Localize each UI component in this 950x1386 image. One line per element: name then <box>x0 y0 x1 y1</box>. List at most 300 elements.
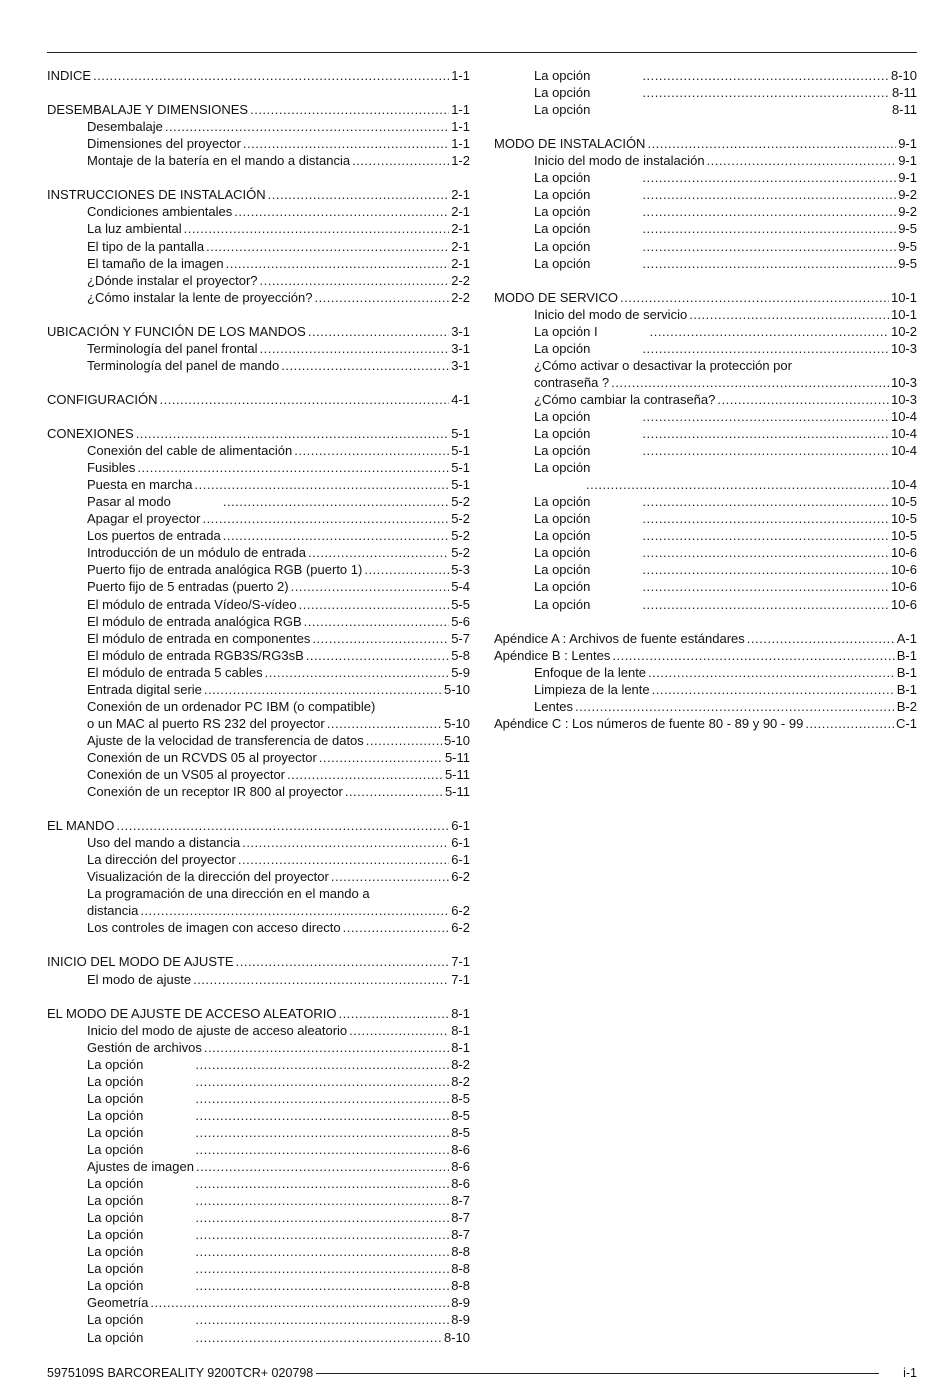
toc-entry[interactable] <box>494 101 917 118</box>
toc-entry[interactable] <box>47 732 470 749</box>
toc-entry-title: La opción <box>534 511 591 527</box>
toc-page-number: 6-1 <box>451 852 470 868</box>
toc-entry-title: Gestión de archivos <box>87 1039 202 1055</box>
toc-leader-dots <box>195 476 450 493</box>
toc-page-number: 5-2 <box>451 528 470 544</box>
toc-entry[interactable] <box>47 1260 470 1277</box>
toc-page-number: 5-10 <box>443 681 470 697</box>
toc-entry[interactable] <box>47 834 470 851</box>
toc-entry-title: ¿Cómo cambiar la contraseña? <box>534 391 716 407</box>
toc-entry[interactable] <box>47 578 470 595</box>
toc-entry[interactable] <box>47 664 470 681</box>
toc-section-entry[interactable] <box>47 67 470 84</box>
toc-leader-dots <box>308 323 449 340</box>
toc-entry[interactable] <box>47 1192 470 1209</box>
toc-entry-title: Conexión de un VS05 al proyector <box>87 766 286 782</box>
toc-entry[interactable] <box>494 476 917 493</box>
toc-leader-dots <box>243 135 449 152</box>
toc-entry[interactable] <box>494 544 917 561</box>
toc-entry[interactable] <box>47 118 470 135</box>
toc-page-number: 10-4 <box>890 408 917 424</box>
toc-leader-dots <box>642 340 889 357</box>
toc-page-number: 10-4 <box>890 477 917 493</box>
toc-entry[interactable] <box>494 459 917 476</box>
toc-entry[interactable] <box>47 442 470 459</box>
toc-entry-title: La opción <box>87 1176 144 1192</box>
footer-doc-id: 5975109S BARCOREALITY 9200TCR+ 020798 <box>47 1366 314 1380</box>
toc-entry[interactable] <box>47 459 470 476</box>
toc-left-column <box>47 67 470 1346</box>
toc-entry[interactable] <box>47 1328 470 1345</box>
toc-section-entry[interactable] <box>494 289 917 306</box>
toc-section-entry[interactable] <box>494 647 917 664</box>
toc-page-number: 2-1 <box>451 255 470 271</box>
toc-page-number: 8-5 <box>451 1090 470 1106</box>
toc-entry-title: El módulo de entrada Vídeo/S-vídeo <box>87 596 297 612</box>
toc-leader-dots <box>195 1056 449 1073</box>
toc-leader-dots <box>306 647 449 664</box>
toc-section-entry[interactable] <box>47 391 470 408</box>
toc-leader-dots <box>314 289 449 306</box>
toc-leader-dots <box>195 1277 449 1294</box>
toc-leader-dots <box>642 596 889 613</box>
toc-entry-title: La opción <box>534 255 591 271</box>
toc-entry-title: Puesta en marcha <box>87 477 193 493</box>
toc-page-number: B-1 <box>896 664 917 680</box>
toc-page-number: 2-1 <box>451 204 470 220</box>
toc-leader-dots <box>250 101 449 118</box>
toc-entry-title: Conexión de un receptor IR 800 al proyector <box>87 784 343 800</box>
toc-leader-dots <box>140 902 449 919</box>
toc-entry[interactable] <box>494 408 917 425</box>
toc-leader-dots <box>304 613 450 630</box>
toc-entry-title: CONFIGURACIÓN <box>47 391 158 407</box>
toc-entry-title: La programación de una dirección en el mando a <box>87 886 370 902</box>
toc-section-entry[interactable] <box>494 135 917 152</box>
toc-entry-title: Uso del mando a distancia <box>87 835 241 851</box>
toc-entry[interactable] <box>494 340 917 357</box>
toc-leader-dots <box>202 510 449 527</box>
top-rule <box>47 52 917 53</box>
toc-entry-title: El módulo de entrada en componentes <box>87 630 311 646</box>
toc-leader-dots <box>611 374 889 391</box>
toc-page-number: 5-11 <box>444 766 470 782</box>
toc-entry[interactable] <box>47 237 470 254</box>
toc-page-number: 9-5 <box>898 221 917 237</box>
toc-entry[interactable] <box>47 630 470 647</box>
toc-section-entry[interactable] <box>494 630 917 647</box>
toc-entry-title: MODO DE INSTALACIÓN <box>494 136 646 152</box>
toc-entry[interactable] <box>47 715 470 732</box>
toc-entry[interactable] <box>494 203 917 220</box>
toc-entry-title: La opción <box>534 204 591 220</box>
toc-entry[interactable] <box>494 152 917 169</box>
toc-leader-dots <box>195 1311 449 1328</box>
toc-page-number: 5-10 <box>443 715 470 731</box>
toc-leader-dots <box>586 476 889 493</box>
toc-entry[interactable] <box>494 681 917 698</box>
toc-page-number: 5-11 <box>444 749 470 765</box>
toc-page-number: 5-1 <box>451 443 470 459</box>
toc-entry[interactable] <box>47 135 470 152</box>
toc-entry-title: Puerto fijo de entrada analógica RGB (puerto 1) <box>87 562 363 578</box>
toc-entry[interactable] <box>47 1090 470 1107</box>
toc-page-number: 10-5 <box>890 528 917 544</box>
toc-leader-dots <box>193 971 449 988</box>
toc-entry[interactable] <box>494 255 917 272</box>
toc-leader-dots <box>707 152 897 169</box>
toc-leader-dots <box>184 220 450 237</box>
toc-entry-title: Visualización de la dirección del proyector <box>87 869 329 885</box>
toc-entry[interactable] <box>47 510 470 527</box>
toc-entry-title: Inicio del modo de servicio <box>534 306 688 322</box>
toc-leader-dots <box>195 1073 449 1090</box>
toc-leader-dots <box>343 919 450 936</box>
toc-entry-title: Apagar el proyector <box>87 511 201 527</box>
toc-entry-title: Conexión del cable de alimentación <box>87 443 293 459</box>
toc-leader-dots <box>642 510 889 527</box>
toc-entry[interactable] <box>494 664 917 681</box>
toc-entry[interactable] <box>47 561 470 578</box>
toc-entry[interactable] <box>47 902 470 919</box>
toc-leader-dots <box>620 289 889 306</box>
toc-entry[interactable] <box>47 613 470 630</box>
toc-page-number: 5-7 <box>451 630 470 646</box>
toc-entry-title: La opción <box>534 85 591 101</box>
toc-entry[interactable] <box>47 919 470 936</box>
toc-leader-dots <box>268 186 450 203</box>
toc-right-column <box>494 67 917 732</box>
toc-entry-title: La opción <box>534 562 591 578</box>
toc-page-number: 8-1 <box>451 1022 470 1038</box>
toc-entry-title: El módulo de entrada 5 cables <box>87 664 263 680</box>
toc-entry[interactable] <box>494 698 917 715</box>
toc-entry-title: La opción <box>534 528 591 544</box>
toc-leader-dots <box>642 442 889 459</box>
toc-entry-title: Introducción de un módulo de entrada <box>87 545 306 561</box>
toc-page-number: 5-1 <box>451 460 470 476</box>
toc-section-entry[interactable] <box>47 1005 470 1022</box>
toc-entry[interactable] <box>47 1073 470 1090</box>
toc-entry[interactable] <box>47 1294 470 1311</box>
toc-page-number: 8-8 <box>451 1278 470 1294</box>
toc-entry[interactable] <box>47 357 470 374</box>
toc-entry-title: Puerto fijo de 5 entradas (puerto 2) <box>87 579 289 595</box>
toc-page-number: 8-6 <box>451 1176 470 1192</box>
toc-page-number: 5-6 <box>451 613 470 629</box>
toc-page-number: 10-6 <box>890 545 917 561</box>
toc-entry-title: Dimensiones del proyector <box>87 136 241 152</box>
toc-entry-title: Pasar al modo <box>87 494 171 510</box>
toc-page-number: 10-3 <box>890 391 917 407</box>
toc-entry[interactable] <box>494 357 917 374</box>
toc-entry[interactable] <box>494 237 917 254</box>
toc-leader-dots <box>223 527 449 544</box>
toc-leader-dots <box>642 561 889 578</box>
toc-leader-dots <box>195 1141 449 1158</box>
toc-section-entry[interactable] <box>494 715 917 732</box>
toc-page-number: 8-8 <box>451 1261 470 1277</box>
toc-page-number: 6-1 <box>451 818 470 834</box>
toc-entry[interactable] <box>47 255 470 272</box>
toc-leader-dots <box>287 766 443 783</box>
toc-entry[interactable] <box>47 868 470 885</box>
toc-entry-title: Ajustes de imagen <box>87 1159 194 1175</box>
toc-entry[interactable] <box>47 1277 470 1294</box>
toc-entry-title: Limpieza de la lente <box>534 681 650 697</box>
toc-section-entry[interactable] <box>47 953 470 970</box>
toc-entry[interactable] <box>494 186 917 203</box>
toc-leader-dots <box>349 1022 449 1039</box>
toc-entry[interactable] <box>47 1243 470 1260</box>
toc-entry-title: La opción I <box>534 323 598 339</box>
toc-leader-dots <box>195 1209 449 1226</box>
toc-leader-dots <box>642 544 889 561</box>
toc-leader-dots <box>642 169 896 186</box>
toc-entry[interactable] <box>47 203 470 220</box>
toc-entry[interactable] <box>494 527 917 544</box>
toc-leader-dots <box>226 255 450 272</box>
toc-entry-title: La opción <box>87 1329 144 1345</box>
toc-entry-title: La opción <box>534 579 591 595</box>
toc-entry[interactable] <box>47 152 470 169</box>
toc-entry-title: INICIO DEL MODO DE AJUSTE <box>47 954 234 970</box>
toc-leader-dots <box>648 664 895 681</box>
toc-entry[interactable] <box>47 1141 470 1158</box>
toc-leader-dots <box>689 306 889 323</box>
toc-leader-dots <box>260 340 450 357</box>
toc-entry[interactable] <box>494 425 917 442</box>
toc-page-number: 8-6 <box>451 1142 470 1157</box>
toc-page-number: 10-6 <box>890 596 917 612</box>
toc-entry-title: ¿Dónde instalar el proyector? <box>87 272 258 288</box>
toc-page-number: 5-2 <box>451 511 470 527</box>
toc-entry-title: El tamaño de la imagen <box>87 255 224 271</box>
toc-entry[interactable] <box>47 681 470 698</box>
toc-entry[interactable] <box>47 647 470 664</box>
toc-page-number: B-2 <box>896 698 917 714</box>
toc-leader-dots <box>642 578 889 595</box>
toc-leader-dots <box>312 630 449 647</box>
toc-entry-title: Apéndice C : Los números de fuente 80 - 89 y 90 - 99 <box>494 715 804 731</box>
toc-entry[interactable] <box>47 476 470 493</box>
toc-entry-title: La opción <box>534 408 591 424</box>
toc-entry-title: MODO DE SERVICO <box>494 289 619 305</box>
toc-entry[interactable] <box>47 1158 470 1175</box>
toc-entry[interactable] <box>494 510 917 527</box>
toc-section-entry[interactable] <box>47 186 470 203</box>
toc-leader-dots <box>195 1192 449 1209</box>
toc-leader-dots <box>319 749 443 766</box>
toc-entry-title: Conexión de un ordenador PC IBM (o compatible) <box>87 698 376 714</box>
toc-page-number: 10-2 <box>890 323 917 339</box>
toc-entry[interactable] <box>47 1175 470 1192</box>
toc-entry-title: Geometría <box>87 1295 149 1311</box>
toc-entry[interactable] <box>47 1124 470 1141</box>
toc-entry[interactable] <box>47 749 470 766</box>
toc-page-number: 8-11 <box>891 102 917 118</box>
toc-entry[interactable] <box>494 169 917 186</box>
toc-entry[interactable] <box>494 595 917 612</box>
toc-entry-title: La opción <box>87 1142 144 1157</box>
toc-entry[interactable] <box>47 272 470 289</box>
toc-leader-dots <box>642 203 896 220</box>
toc-entry[interactable] <box>47 766 470 783</box>
toc-entry-title: La opción <box>534 102 591 118</box>
toc-entry[interactable] <box>47 340 470 357</box>
toc-entry-title: La opción <box>534 426 591 442</box>
toc-page-number: 8-9 <box>451 1312 470 1328</box>
toc-page-number: 8-7 <box>451 1227 470 1243</box>
toc-page-number: 8-2 <box>451 1056 470 1072</box>
toc-leader-dots <box>265 664 450 681</box>
toc-entry-title: La opción <box>87 1227 144 1243</box>
toc-leader-dots <box>652 681 895 698</box>
toc-section-entry[interactable] <box>47 425 470 442</box>
toc-page-number: 6-2 <box>451 869 470 885</box>
toc-entry[interactable] <box>494 323 917 340</box>
toc-entry-title: La opción <box>87 1107 144 1123</box>
toc-leader-dots <box>195 1090 449 1107</box>
toc-entry-title: Terminología del panel de mando <box>87 357 280 373</box>
toc-section-entry[interactable] <box>47 101 470 118</box>
toc-leader-dots <box>642 425 889 442</box>
toc-entry-title: La opción <box>87 1261 144 1277</box>
toc-entry-title: Los puertos de entrada <box>87 528 221 544</box>
toc-page-number: 10-1 <box>890 306 917 322</box>
toc-entry-title: Inicio del modo de instalación <box>534 153 705 169</box>
toc-entry-title: La opción <box>534 443 591 459</box>
toc-entry[interactable] <box>47 493 470 510</box>
toc-leader-dots <box>650 323 889 340</box>
toc-section-entry[interactable] <box>47 323 470 340</box>
toc-page-number: 5-1 <box>451 477 470 493</box>
toc-entry[interactable] <box>494 220 917 237</box>
toc-entry[interactable] <box>494 493 917 510</box>
toc-entry[interactable] <box>494 67 917 84</box>
toc-page-number: 6-1 <box>451 835 470 851</box>
toc-page-number: 8-1 <box>451 1039 470 1055</box>
toc-entry-title: La opción <box>534 68 591 84</box>
toc-section-entry[interactable] <box>47 817 470 834</box>
toc-entry[interactable] <box>494 442 917 459</box>
toc-entry-title: INSTRUCCIONES DE INSTALACIÓN <box>47 187 266 203</box>
toc-entry-title: Condiciones ambientales <box>87 204 233 220</box>
toc-leader-dots <box>294 442 449 459</box>
toc-leader-dots <box>195 1226 449 1243</box>
toc-leader-dots <box>195 1243 449 1260</box>
toc-entry-title: La dirección del proyector <box>87 852 236 868</box>
toc-leader-dots <box>642 220 896 237</box>
toc-page-number: 8-10 <box>443 1329 470 1345</box>
toc-entry[interactable] <box>47 1226 470 1243</box>
toc-entry-title: Entrada digital serie <box>87 681 202 697</box>
toc-entry-title: Montaje de la batería en el mando a distancia <box>87 153 351 169</box>
toc-page-number: 9-1 <box>898 136 917 152</box>
toc-entry[interactable] <box>47 885 470 902</box>
toc-leader-dots <box>642 255 896 272</box>
toc-entry[interactable] <box>47 1107 470 1124</box>
toc-entry[interactable] <box>47 595 470 612</box>
toc-leader-dots <box>196 1158 449 1175</box>
toc-entry[interactable] <box>47 783 470 800</box>
toc-entry[interactable] <box>47 544 470 561</box>
toc-entry-title: La opción <box>87 1073 144 1089</box>
toc-entry[interactable] <box>47 1056 470 1073</box>
toc-leader-dots <box>642 527 889 544</box>
toc-entry[interactable] <box>494 391 917 408</box>
toc-page-number: 8-9 <box>451 1295 470 1311</box>
toc-entry-title: La opción <box>87 1278 144 1294</box>
toc-leader-dots <box>366 732 442 749</box>
toc-leader-dots <box>204 1039 449 1056</box>
toc-entry[interactable] <box>47 1022 470 1039</box>
toc-entry[interactable] <box>47 289 470 306</box>
toc-page-number: 2-2 <box>451 272 470 288</box>
toc-leader-dots <box>260 272 450 289</box>
toc-page-number: 1-1 <box>451 136 470 152</box>
toc-leader-dots <box>165 118 449 135</box>
toc-entry-title: Fusibles <box>87 460 136 476</box>
toc-leader-dots <box>642 84 890 101</box>
toc-entry[interactable] <box>494 84 917 101</box>
toc-entry[interactable] <box>47 851 470 868</box>
toc-entry[interactable] <box>47 970 470 987</box>
toc-entry-title: Desembalaje <box>87 119 163 135</box>
toc-entry[interactable] <box>47 1209 470 1226</box>
toc-entry-title: UBICACIÓN Y FUNCIÓN DE LOS MANDOS <box>47 323 306 339</box>
toc-entry[interactable] <box>47 698 470 715</box>
toc-entry-title: El módulo de entrada analógica RGB <box>87 613 302 629</box>
toc-entry-title: El tipo de la pantalla <box>87 238 205 254</box>
toc-entry-title: La luz ambiental <box>87 221 182 237</box>
toc-page-number: 3-1 <box>451 340 470 356</box>
toc-leader-dots <box>291 578 450 595</box>
toc-leader-dots <box>195 1124 449 1141</box>
toc-leader-dots <box>642 238 896 255</box>
toc-entry[interactable] <box>494 374 917 391</box>
toc-leader-dots <box>327 715 442 732</box>
toc-entry[interactable] <box>47 527 470 544</box>
toc-entry[interactable] <box>47 1311 470 1328</box>
toc-entry[interactable] <box>47 1039 470 1056</box>
toc-leader-dots <box>195 1260 449 1277</box>
toc-page-number: 10-5 <box>890 494 917 510</box>
toc-page-number: 8-5 <box>451 1124 470 1140</box>
toc-entry[interactable] <box>494 578 917 595</box>
toc-leader-dots <box>206 238 449 255</box>
toc-entry[interactable] <box>494 306 917 323</box>
toc-leader-dots <box>136 425 450 442</box>
toc-page-number: C-1 <box>896 715 917 731</box>
toc-page-number: 9-5 <box>898 255 917 271</box>
toc-entry-title: ¿Cómo instalar la lente de proyección? <box>87 289 313 305</box>
toc-page-number: 2-1 <box>451 187 470 203</box>
footer-rule <box>316 1373 879 1374</box>
toc-page-number: 2-1 <box>451 238 470 254</box>
toc-page-number: 2-2 <box>451 289 470 305</box>
toc-leader-dots <box>150 1294 449 1311</box>
toc-leader-dots <box>331 868 449 885</box>
toc-entry[interactable] <box>494 561 917 578</box>
toc-leader-dots <box>116 817 449 834</box>
toc-entry-title: La opción <box>534 187 591 203</box>
toc-page-number: 1-1 <box>451 119 470 135</box>
toc-entry[interactable] <box>47 220 470 237</box>
toc-entry-title: La opción <box>534 596 591 612</box>
toc-page-number: 8-5 <box>451 1107 470 1123</box>
toc-page-number: 5-2 <box>451 494 470 510</box>
